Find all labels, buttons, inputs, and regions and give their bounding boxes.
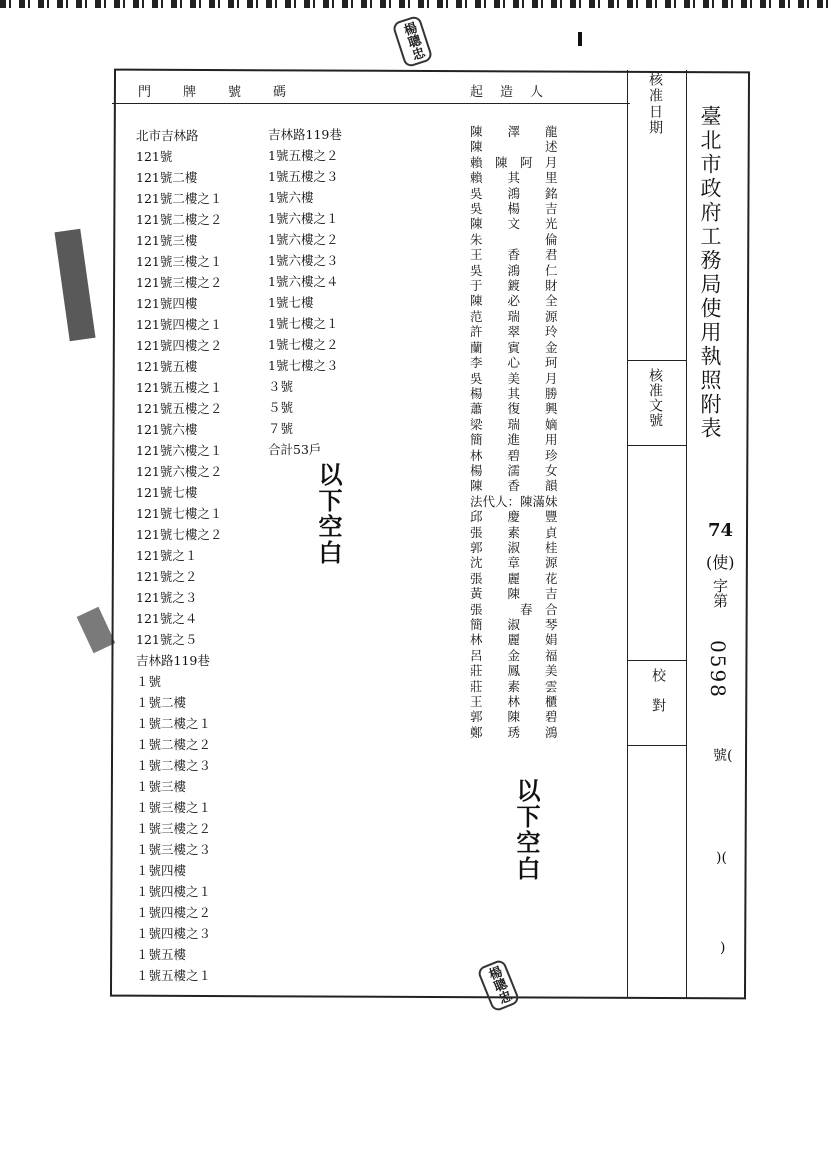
list-item: 莊 素 雲 — [470, 678, 558, 694]
scan-artifact-left — [54, 229, 95, 342]
document-title: 臺北市政府工務局使用執照附表 — [698, 105, 722, 441]
list-item: 1號五樓之２ — [268, 148, 339, 163]
list-item: 陳 述 — [470, 139, 558, 155]
divider-title-column — [686, 70, 687, 998]
list-item: 陳 必 全 — [470, 293, 558, 309]
list-item: 121號之１ — [136, 548, 198, 563]
list-item: 吳 楊 吉 — [470, 201, 558, 217]
list-item: 楊 其 勝 — [470, 385, 558, 401]
list-item: 121號五樓之１ — [136, 380, 223, 395]
list-item: 1號五樓之３ — [268, 169, 339, 184]
list-item: 呂 金 福 — [470, 647, 558, 663]
list-item: １號五樓 — [136, 947, 187, 962]
list-item: 1號六樓之３ — [268, 253, 339, 268]
list-item: 林 麗 娟 — [470, 632, 558, 648]
license-paren-2: ) — [720, 940, 726, 956]
list-item: 王 林 櫃 — [470, 694, 558, 710]
list-item: 121號五樓 — [136, 359, 198, 374]
list-item: 蕭 復 興 — [470, 401, 558, 417]
scan-artifact-left-2 — [77, 607, 116, 653]
list-item: 張 春 合 — [470, 601, 558, 617]
list-item: 林 碧 珍 — [470, 447, 558, 463]
divider-check-bottom — [627, 745, 687, 746]
header-approval-date: 核准日期 — [647, 72, 663, 136]
list-item: 張 素 貞 — [470, 524, 558, 540]
list-item: 121號五樓之２ — [136, 401, 223, 416]
list-item: １號三樓 — [136, 779, 187, 794]
list-item: 賴 陳 阿 月 — [470, 154, 558, 170]
divider-approval — [627, 360, 687, 361]
list-item: 陳 澤 龍 — [470, 124, 558, 139]
list-item: 1號七樓之２ — [268, 337, 339, 352]
list-item: 莊 鳳 美 — [470, 663, 558, 679]
divider-date-column — [627, 70, 628, 998]
list-item: 121號四樓 — [136, 296, 198, 311]
list-item: 黃 陳 吉 — [470, 586, 558, 602]
license-type: (使) — [706, 553, 735, 572]
list-item: １號二樓 — [136, 695, 187, 710]
list-item: １號 — [136, 674, 162, 689]
list-item: 121號七樓之２ — [136, 527, 223, 542]
license-paren-1: )( — [716, 850, 727, 866]
list-item: ５號 — [268, 400, 294, 415]
list-item: １號四樓之１ — [136, 884, 212, 899]
list-item: 121號三樓 — [136, 233, 198, 248]
list-item: 1號六樓之４ — [268, 274, 339, 289]
list-item: 121號之３ — [136, 590, 198, 605]
list-item: 1號六樓之２ — [268, 232, 339, 247]
list-item: 121號七樓 — [136, 485, 198, 500]
list-item: 121號之５ — [136, 632, 198, 647]
list-item: 121號 — [136, 149, 173, 164]
header-rule — [112, 103, 630, 104]
list-item: 北市吉林路 — [136, 128, 199, 143]
header-approval-number: 核准文號 — [647, 368, 663, 428]
list-item: 121號三樓之１ — [136, 254, 223, 269]
list-item: 梁 瑞 嫡 — [470, 416, 558, 432]
divider-check — [627, 660, 687, 661]
builder-list — [470, 124, 558, 740]
list-item: 法代人：陳滿妹 — [470, 493, 558, 509]
list-item: 1號七樓之３ — [268, 358, 339, 373]
list-item: 吉林路119巷 — [268, 127, 342, 142]
header-address: 門 牌 號 碼 — [138, 85, 289, 100]
list-item: 張 麗 花 — [470, 570, 558, 586]
list-item: 李 心 珂 — [470, 355, 558, 371]
list-item: 蘭 賓 金 — [470, 339, 558, 355]
list-item: 1號七樓 — [268, 295, 314, 310]
address-list-1 — [136, 125, 222, 986]
list-item: 1號六樓之１ — [268, 211, 339, 226]
list-item: 賴 其 里 — [470, 170, 558, 186]
list-item: １號四樓 — [136, 863, 187, 878]
license-suffix: 號( — [713, 748, 733, 764]
list-item: １號四樓之３ — [136, 926, 212, 941]
list-item: 吳 鴻 銘 — [470, 185, 558, 201]
list-item: １號二樓之２ — [136, 737, 212, 752]
list-item: ７號 — [268, 421, 294, 436]
scan-speck — [578, 32, 582, 46]
list-item: 121號之２ — [136, 569, 198, 584]
list-item: 1號七樓之１ — [268, 316, 339, 331]
list-item: 鄭 琇 鴻 — [470, 724, 558, 740]
list-item: 121號四樓之２ — [136, 338, 223, 353]
list-item: 王 香 君 — [470, 247, 558, 263]
list-item: 陳 香 韻 — [470, 478, 558, 494]
list-item: 于 鍍 財 — [470, 278, 558, 294]
blank-note-1: 以下空白 — [314, 462, 342, 566]
header-check: 校對 — [650, 668, 666, 728]
list-item: 郭 陳 碧 — [470, 709, 558, 725]
license-number: 0598 — [706, 640, 730, 699]
divider-approval-bottom — [627, 445, 687, 446]
seal-stamp-bottom: 楊聰忠 — [476, 958, 520, 1012]
list-item: 121號七樓之１ — [136, 506, 223, 521]
list-item: 邱 慶 豐 — [470, 509, 558, 525]
list-item: 楊 濡 女 — [470, 462, 558, 478]
seal-stamp-top: 楊聰忠 — [391, 15, 433, 69]
list-item: 1號六樓 — [268, 190, 314, 205]
list-item: 吳 美 月 — [470, 370, 558, 386]
list-item: 沈 章 源 — [470, 555, 558, 571]
list-item: 吳 鴻 仁 — [470, 262, 558, 278]
list-item: １號三樓之３ — [136, 842, 212, 857]
list-item: １號二樓之３ — [136, 758, 212, 773]
list-item: 121號六樓 — [136, 422, 198, 437]
list-item: 121號二樓之２ — [136, 212, 223, 227]
list-item: １號二樓之１ — [136, 716, 212, 731]
list-item: 許 翠 玲 — [470, 324, 558, 340]
list-item: 121號六樓之２ — [136, 464, 223, 479]
list-item: １號三樓之２ — [136, 821, 212, 836]
blank-note-2: 以下空白 — [512, 778, 540, 882]
list-item: １號五樓之１ — [136, 968, 212, 983]
list-item: 121號二樓 — [136, 170, 198, 185]
list-item: 121號三樓之２ — [136, 275, 223, 290]
list-item: 簡 淑 琴 — [470, 617, 558, 632]
license-year: 74 — [708, 520, 734, 541]
list-item: 陳 文 光 — [470, 216, 558, 232]
scan-top-edge — [0, 0, 832, 8]
list-item: 121號四樓之１ — [136, 317, 223, 332]
header-builder: 起 造 人 — [470, 85, 546, 100]
list-item: 121號六樓之１ — [136, 443, 223, 458]
list-item: 合計53戶 — [268, 442, 322, 457]
list-item: 范 瑞 源 — [470, 308, 558, 324]
list-item: 121號之４ — [136, 611, 198, 626]
list-item: １號三樓之１ — [136, 800, 212, 815]
list-item: 朱 倫 — [470, 231, 558, 247]
list-item: ３號 — [268, 379, 294, 394]
license-char: 字第 — [711, 578, 729, 608]
list-item: １號四樓之２ — [136, 905, 212, 920]
list-item: 121號二樓之１ — [136, 191, 223, 206]
list-item: 簡 進 用 — [470, 432, 558, 448]
address-list-2 — [268, 124, 342, 460]
list-item: 吉林路119巷 — [136, 653, 210, 668]
list-item: 郭 淑 桂 — [470, 539, 558, 555]
